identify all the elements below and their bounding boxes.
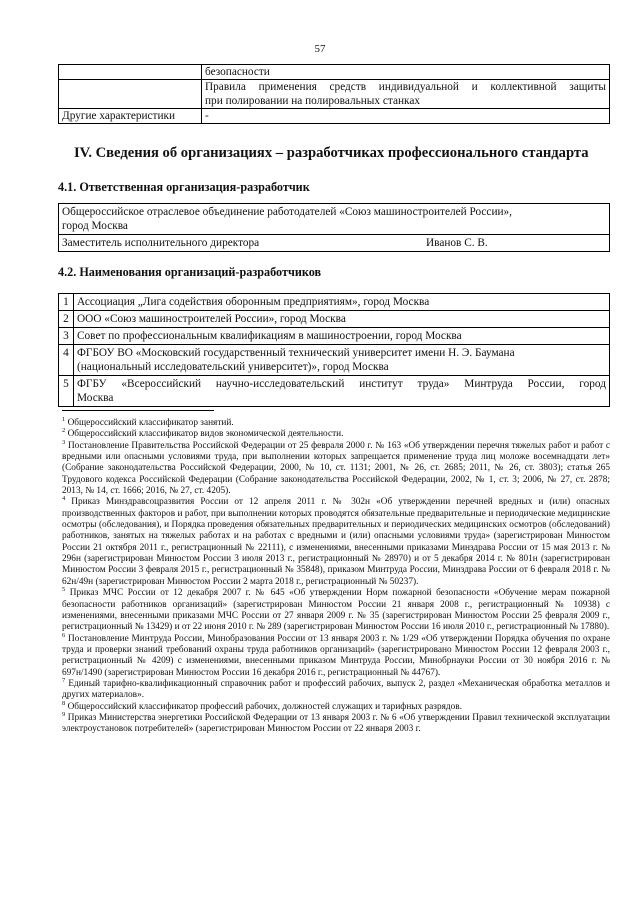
footnote — [62, 497, 610, 588]
footnote — [62, 710, 610, 736]
footnote-text: Общероссийский классификатор профессий рабочих, должностей служащих и тарифных разрядов. — [65, 701, 462, 712]
table-cell-empty — [59, 65, 202, 80]
responsible-org-table — [58, 203, 610, 252]
org-cell — [74, 376, 610, 407]
subsection-heading-4-1: 4.1. Ответственная организация-разработчик — [58, 180, 310, 194]
footnote-mark: 3 — [62, 438, 66, 446]
table-row — [59, 311, 610, 328]
footnote-text: Приказ Минздравсоцразвития России от 12 апреля 2011 г. № 302н «Об утверждении перечней вредных и (или) опасных производственных факторов и работ, при выполнении которых проводятся обязательные предварительные и периодические медицинские осмотры (обследования), и Порядка проведения обязательных предварительных и периодических медицинских осмотров (обследований) работников, занятых на тяжелых работах и на работах с вредными и (или) опасными условиями труда» (зарегистрирован Минюстом России 21 октября 2011 г., регистрационный № 22111), с изменениями, внесенными приказами Минздрава России от 15 мая 2013 г. № 296н (зарегистрирован Минюстом России 3 июля 2013 г., регистрационный № 28970) и от 5 декабря 2014 г. № 801н (зарегистрирован Минюстом России 3 февраля 2015 г., регистрационный № 35848), приказом Минтруда России, Минздрава России от 6 февраля 2018 г. № 62н/49н (зарегистрирован Минюстом России 2 марта 2018 г., регистрационный № 50237). — [62, 497, 610, 587]
footnote-mark: 7 — [62, 676, 66, 684]
person-cell: Иванов С. В. — [423, 235, 610, 252]
table-row — [59, 235, 610, 252]
table-row — [59, 345, 610, 376]
table-row — [59, 294, 610, 311]
footnote-text: Постановление Правительства Российской Федерации от 25 февраля 2000 г. № 163 «Об утверждении перечня тяжелых работ и работ с вредными или опасными условиями труда, при выполнении которых запрещается применение труда лиц моложе восемнадцати лет» (Собрание законодательства Российской Федерации, 2000, № 10, ст. 1131; 2001, № 26, ст. 2685; 2011, № 26, ст. 3803); статья 265 Трудового кодекса Российской Федерации (Собрание законодательства Российской Федерации, 2002, № 1, ст. 3; 2006, № 27, ст. 2878; 2013, № 14, ст. 1666; 2016, № 27, ст. 4205). — [62, 440, 610, 497]
table-cell: безопасности — [202, 65, 610, 80]
footnotes — [62, 415, 610, 736]
cell-line: при полировании на полировальных станках — [205, 95, 420, 107]
table-cell: - — [202, 109, 610, 124]
footnote-mark: 9 — [62, 710, 66, 718]
table-row — [59, 109, 610, 124]
footnote — [62, 676, 610, 702]
footnote — [62, 631, 610, 679]
org-name-line: Общероссийское отраслевое объединение работодателей «Союз машиностроителей России», — [62, 206, 513, 218]
footnote-text: Общероссийский классификатор занятий. — [65, 418, 234, 428]
page-number: 57 — [314, 43, 326, 55]
row-number: 3 — [59, 328, 74, 345]
footnote-separator — [62, 410, 214, 411]
org-cell: Совет по профессиональным квалификациям в машиностроении, город Москва — [74, 328, 610, 345]
footnote-mark: 6 — [62, 631, 66, 639]
footnote-text: Приказ МЧС России от 12 декабря 2007 г. № 645 «Об утверждении Норм пожарной безопасности «Обучение мерам пожарной безопасности работников организаций» (зарегистрирован Минюстом России 21 января 2008 г., регистрационный № 10938) с изменениями, внесенными приказами МЧС России от 27 января 2009 г. № 35 (зарегистрирован Минюстом России 25 февраля 2009 г., регистрационный № 13429) и от 22 июня 2010 г. № 289 (зарегистрирован Минюстом России 16 июля 2010 г., регистрационный № 17880). — [62, 588, 610, 633]
row-number: 5 — [59, 376, 74, 407]
table-row — [59, 376, 610, 407]
footnote — [62, 429, 610, 440]
org-line: (национальный исследовательский университет)», город Москва — [77, 361, 389, 373]
table-row — [59, 328, 610, 345]
row-number: 1 — [59, 294, 74, 311]
cell-line: Правила применения средств индивидуальной и коллективной защиты — [205, 81, 606, 93]
org-line: ФГБОУ ВО «Московский государственный технический университет имени Н. Э. Баумана — [77, 347, 515, 359]
footnote — [62, 588, 610, 633]
footnote-text: Приказ Министерства энергетики Российской Федерации от 13 января 2003 г. № 6 «Об утверждении Правил технической эксплуатации электроустановок потребителей» (зарегистрирован Минюстом России от 22 января 2003 г. — [62, 712, 610, 735]
footnote-mark: 5 — [62, 586, 66, 594]
developer-orgs-table — [58, 293, 610, 407]
table-cell-label: Другие характеристики — [59, 109, 202, 124]
footnote-text: Единый тарифно-квалификационный справочник работ и профессий рабочих, выпуск 2, раздел «Механическая обработка металлов и других материалов». — [62, 678, 610, 701]
footnote — [62, 699, 610, 713]
footnote-mark: 8 — [62, 699, 66, 707]
row-number: 4 — [59, 345, 74, 376]
footnote-text: Постановление Минтруда России, Минобразования России от 13 января 2003 г. № 1/29 «Об утверждении Порядка обучения по охране труда и проверки знаний требований охраны труда работников организаций» (зарегистрировано Минюстом России 12 февраля 2003 г., регистрационный № 4209) с изменениями, внесенными приказом Минтруда России, Минобрнауки России от 30 ноября 2016 г. № 697н/1490 (зарегистрирован Минюстом России 16 декабря 2016 г., регистрационный № 44767). — [62, 633, 610, 678]
table-row — [59, 204, 610, 235]
footnote — [62, 415, 610, 429]
org-name-line: город Москва — [62, 220, 128, 232]
section-title: IV. Сведения об организациях – разработчиках профессионального стандарта — [74, 145, 589, 161]
footnote-text: Общероссийский классификатор видов экономической деятельности. — [65, 429, 344, 440]
position-cell: Заместитель исполнительного директора — [59, 235, 424, 252]
footnote-mark: 1 — [62, 415, 66, 423]
org-line: Москва — [77, 392, 114, 404]
org-cell — [74, 345, 610, 376]
row-number: 2 — [59, 311, 74, 328]
footnote-mark: 4 — [62, 495, 66, 503]
table-cell — [202, 80, 610, 109]
org-cell: Ассоциация „Лига содействия оборонным предприятиям», город Москва — [74, 294, 610, 311]
table-row — [59, 65, 610, 80]
footnote-mark: 2 — [62, 427, 66, 435]
subsection-heading-4-2: 4.2. Наименования организаций-разработчиков — [58, 265, 322, 279]
table-cell-empty — [59, 80, 202, 109]
org-line: ФГБУ «Всероссийский научно-исследовательский институт труда» Минтруда России, город — [77, 378, 606, 390]
characteristics-table — [58, 64, 610, 124]
footnote — [62, 438, 610, 498]
table-row — [59, 80, 610, 109]
org-cell: ООО «Союз машиностроителей России», город Москва — [74, 311, 610, 328]
table-cell — [59, 204, 610, 235]
